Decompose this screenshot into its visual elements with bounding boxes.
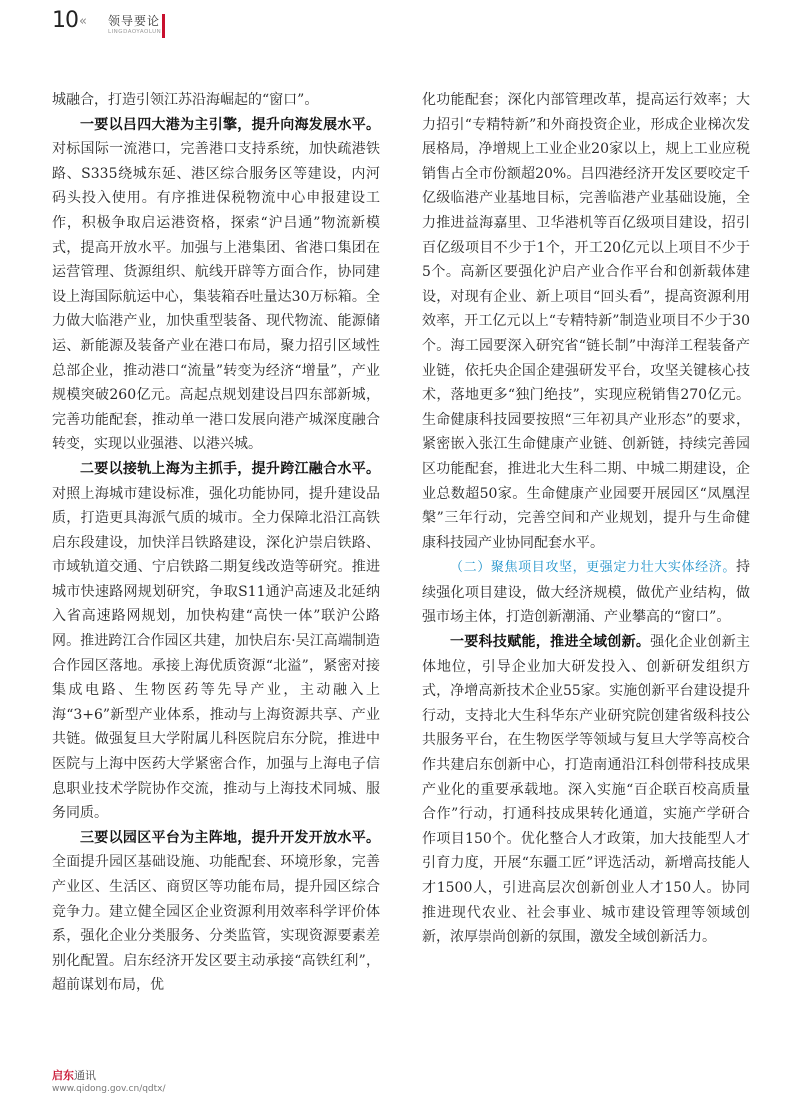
chevron-left-icon: « xyxy=(79,14,87,29)
paragraph xyxy=(422,630,750,950)
paragraph: 化功能配套；深化内部管理改革，提高运行效率；大力招引“专精特新”和外商投资企业，形成企业梯次发展格局，净增规上工业企业20家以上，规上工业应税销售占全市份额超20%。吕四港经济开发区要咬定千亿级临港产业基地目标，完善临港产业基础设施，全力推进益海嘉里、卫华港机等百亿级项目建设，招引百亿级项目不少于1个，开工20亿元以上项目不少于5个。高新区要强化沪启产业合作平台和创新载体建设，对现有企业、新上项目“回头看”，提高资源利用效率，开工亿元以上“专精特新”制造业项目不少于30个。海工园要深入研究省“链长制”中海洋工程装备产业链，依托央企国企建强研发平台，攻坚关键核心技术，落地更多“独门绝技”，实现应税销售270亿元。生命健康科技园要按照“三年初具产业形态”的要求，紧密嵌入张江生命健康产业链、创新链，持续完善园区功能配套，推进北大生科二期、中城二期建设，企业总数超50家。生命健康产业园要开展园区“凤凰涅槃”三年行动，完善空间和产业规划，提升与生命健康科技园产业协同配套水平。 xyxy=(422,92,750,551)
paragraph-text: 全面提升园区基础设施、功能配套、环境形象，完善产业区、生活区、商贸区等功能布局，提升园区综合竞争力。建立健全园区企业资源利用效率科学评价体系，强化企业分类服务、分类监管，实现资源要素差别化配置。启东经济开发区要主动承接“高铁红利”，超前谋划布局，优 xyxy=(52,854,380,994)
paragraph-lead: 一要以吕四大港为主引擎，提升向海发展水平。 xyxy=(80,116,380,133)
paragraph xyxy=(52,457,380,826)
paragraph xyxy=(52,826,380,998)
subsection-heading: （二）聚焦项目攻坚，更强定力壮大实体经济。 xyxy=(450,560,736,576)
brand-thin: 通讯 xyxy=(74,1069,96,1082)
page-footer xyxy=(52,1067,166,1094)
paragraph-lead: 一要科技赋能，推进全域创新。 xyxy=(450,634,651,651)
paragraph xyxy=(422,555,750,630)
paragraph xyxy=(52,88,380,113)
paragraph-lead: 二要以接轨上海为主抓手，提升跨江融合水平。 xyxy=(80,460,380,477)
brand-strong: 启东 xyxy=(52,1069,74,1082)
header-divider xyxy=(162,14,165,38)
section-title: 领导要论 xyxy=(108,14,161,28)
paragraph-text: 对照上海城市建设标准，强化功能协同，提升建设品质，打造更具海派气质的城市。全力保障北沿江高铁启东段建设，加快洋吕铁路建设，深化沪崇启铁路、市域轨道交通、宁启铁路二期复线改造等研究。推进城市快速路网规划研究，争取S11通沪高速及北延纳入省高速路网规划，加快构建“高快一体”联沪公路网。推进跨江合作园区共建，加快启东·吴江高端制造合作园区落地。承接上海优质资源“北溢”，紧密对接集成电路、生物医药等先导产业，主动融入上海“3+6”新型产业体系，推动与上海资源共享、产业共链。做强复旦大学附属儿科医院启东分院，推进中医院与上海中医药大学紧密合作，加强与上海电子信息职业技术学院协作交流，推动与上海技术同城、服务同质。 xyxy=(52,485,380,822)
left-column xyxy=(52,88,380,998)
paragraph-text: 强化企业创新主体地位，引导企业加大研发投入、创新研发组织方式，净增高新技术企业55家。实施创新平台建设提升行动，支持北大生科华东产业研究院创建省级科技公共服务平台，在生物医学等领域与复旦大学等高校合作共建启东创新中心，打造南通沿江科创带科技成果产业化的重要承载地。深入实施“百企联百校高质量合作”行动，打通科技成果转化通道，实施产学研合作项目150个。优化整合人才政策，加大技能型人才引育力度，开展“东疆工匠”评选活动，新增高技能人才1500人，引进高层次创新创业人才150人。协同推进现代农业、社会事业、城市建设管理等领域创新，浓厚崇尚创新的氛围，激发全域创新活力。 xyxy=(422,634,751,946)
publication-brand xyxy=(52,1067,166,1083)
page-header xyxy=(52,8,352,44)
paragraph-text: 持续强化项目建设，做大经济规模，做优产业结构，做强市场主体，打造创新潮涌、产业攀高的“窗口”。 xyxy=(422,559,750,626)
page-number: 10 xyxy=(52,8,78,33)
paragraph xyxy=(52,113,380,457)
publication-url: www.qidong.gov.cn/qdtx/ xyxy=(52,1084,166,1094)
section-pinyin: LINGDAOYAOLUN xyxy=(108,29,162,35)
paragraph-text: 城融合，打造引领江苏沿海崛起的“窗口”。 xyxy=(52,92,319,108)
right-column xyxy=(422,88,750,950)
paragraph-text: 对标国际一流港口，完善港口支持系统，加快疏港铁路、S335绕城东延、港区综合服务区等建设，内河码头投入使用。有序推进保税物流中心申报建设工作，积极争取启运港资格，探索“沪吕通”物流新模式，提高开放水平。加强与上港集团、省港口集团在运营管理、货源组织、航线开辟等方面合作，协同建设上海国际航运中心，集装箱吞吐量达30万标箱。全力做大临港产业，加快重型装备、现代物流、能源储运、新能源及装备产业在港口布局，聚力招引区域性总部企业，推动港口“流量”转变为经济“增量”，产业规模突破260亿元。高起点规划建设吕四东部新城，完善功能配套，推动单一港口发展向港产城深度融合转变，实现以业强港、以港兴城。 xyxy=(52,141,380,453)
paragraph-lead: 三要以园区平台为主阵地，提升开发开放水平。 xyxy=(80,829,380,846)
